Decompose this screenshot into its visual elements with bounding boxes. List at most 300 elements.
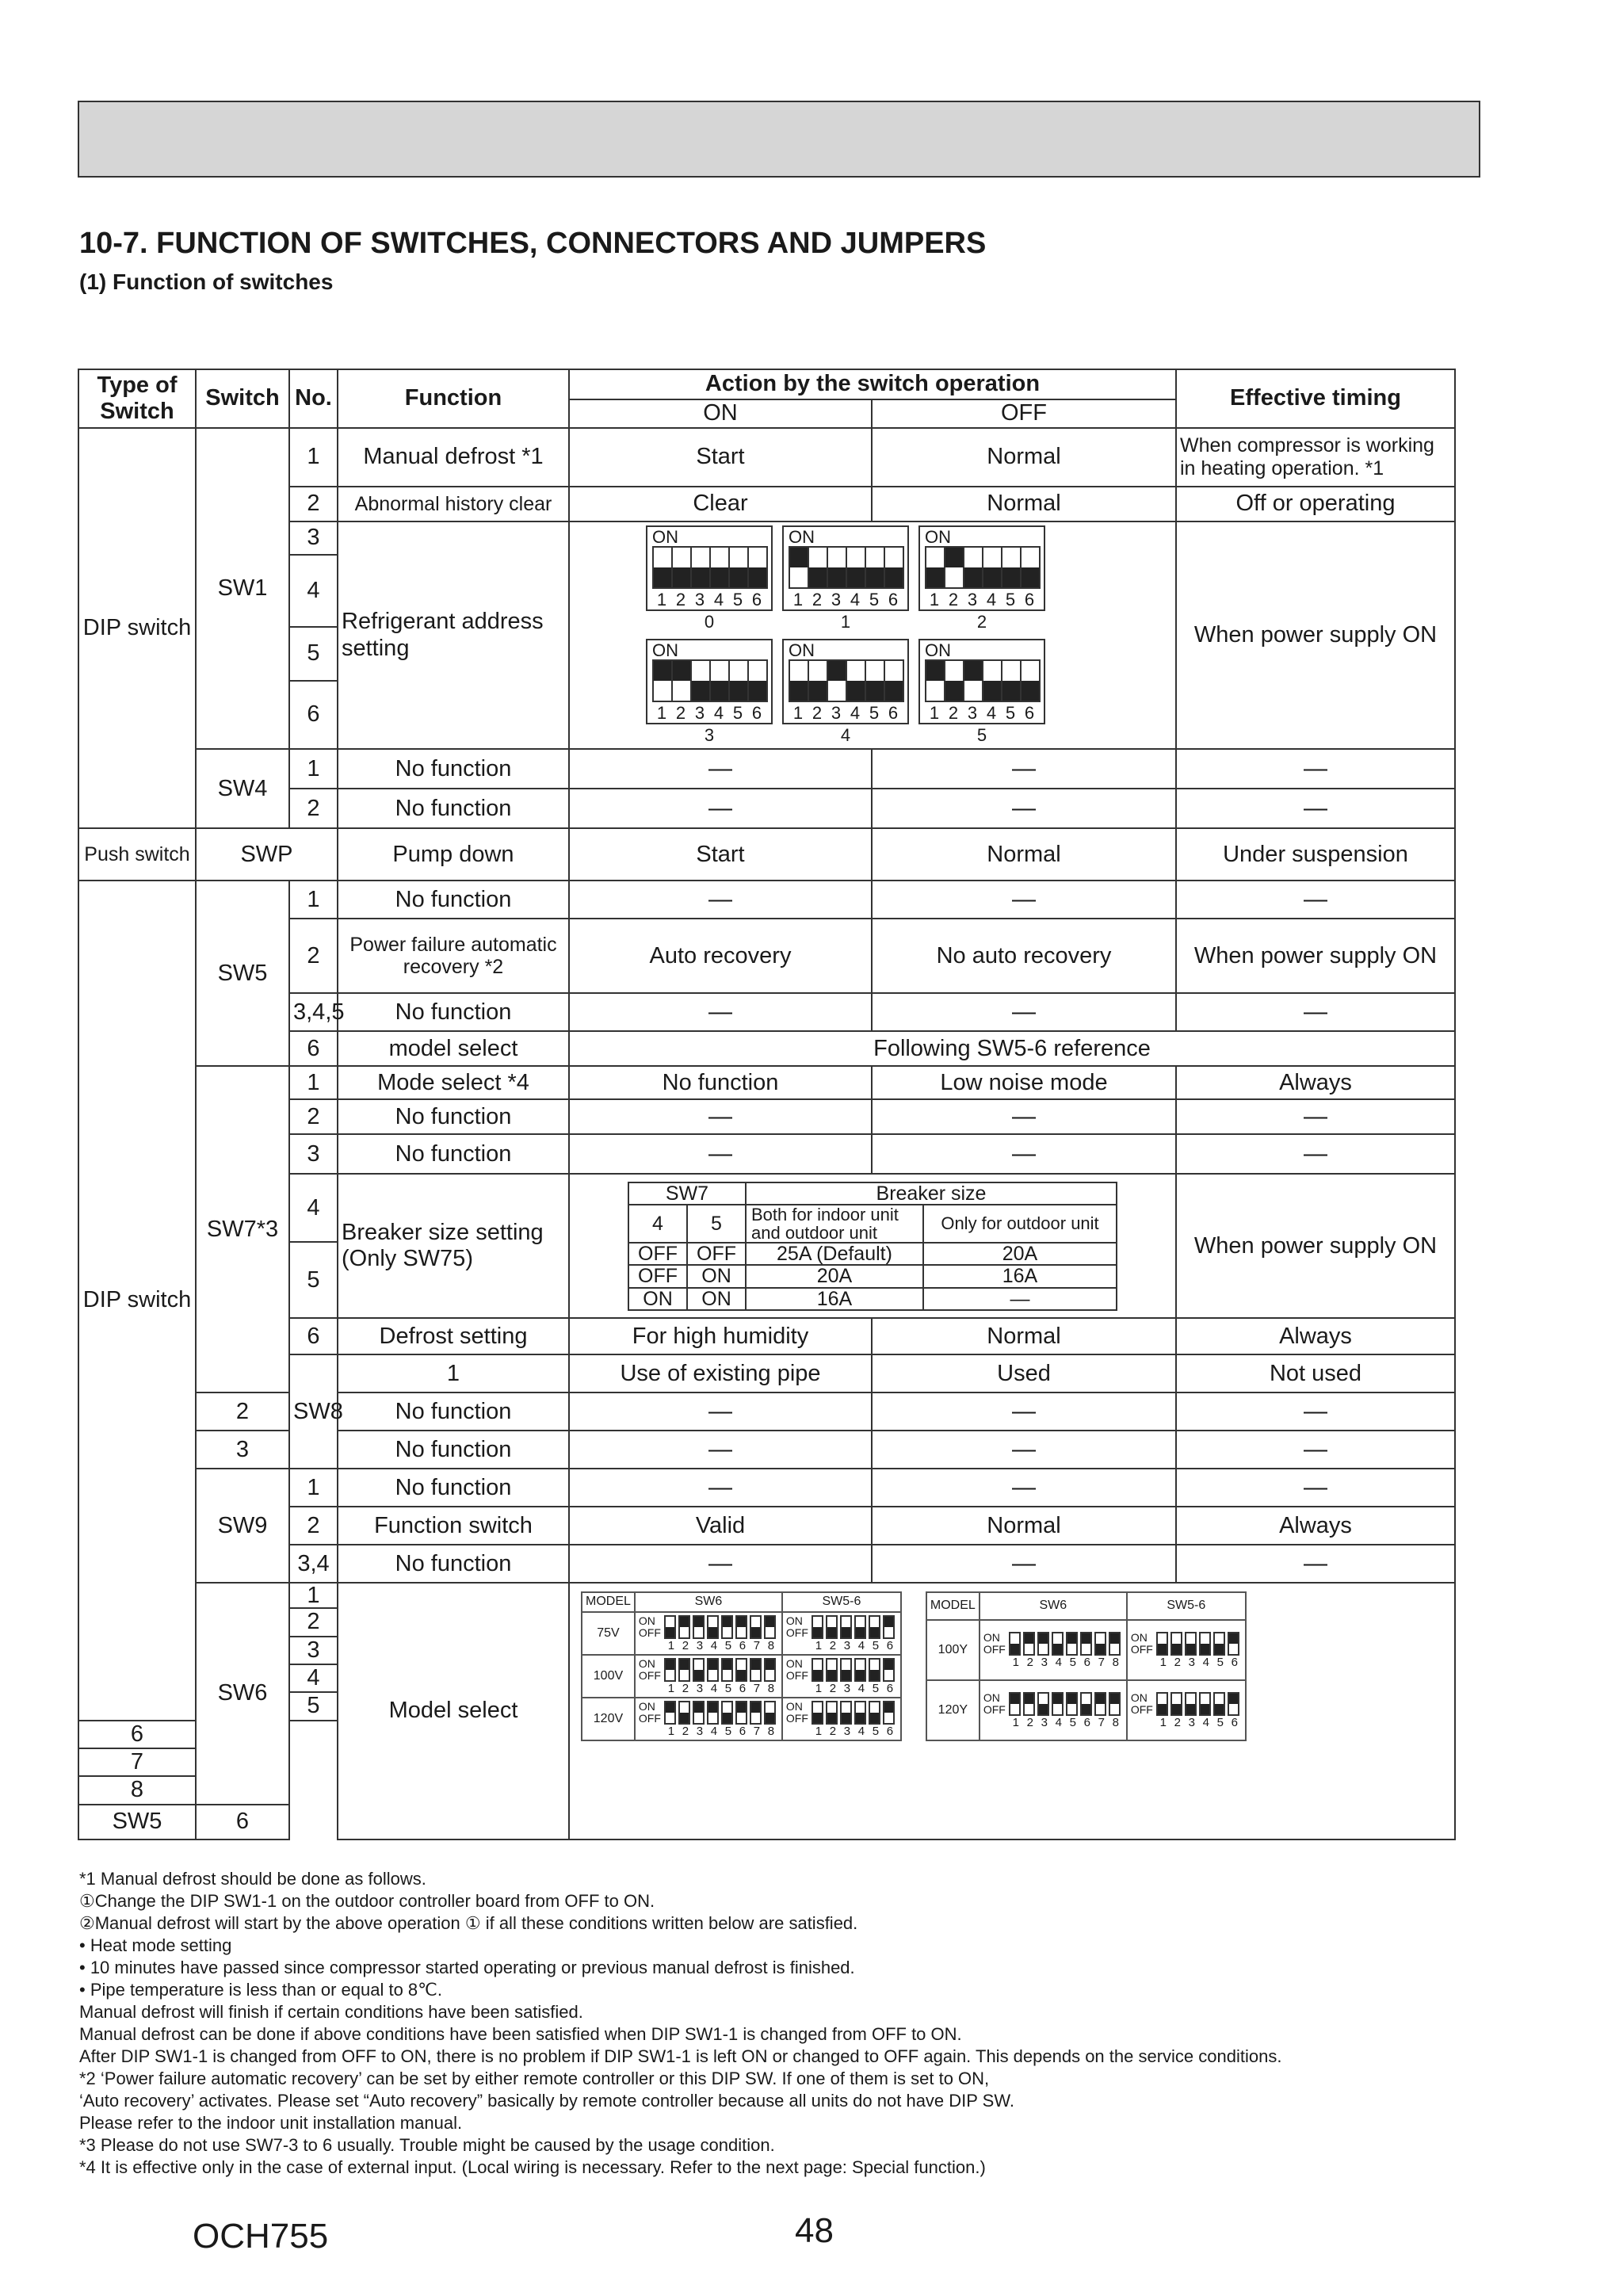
breaker-cell: OFF bbox=[687, 1243, 746, 1265]
model-table-header: MODEL bbox=[926, 1592, 980, 1619]
dip-lever bbox=[865, 546, 885, 589]
dip-lever bbox=[747, 546, 768, 589]
breaker-header-outdoor: Only for outdoor unit bbox=[923, 1205, 1117, 1243]
breaker-cell: 20A bbox=[746, 1265, 923, 1287]
dip-number: 6 bbox=[1231, 1716, 1238, 1730]
timing-cell: When power supply ON bbox=[1176, 1174, 1455, 1318]
dip-lever bbox=[1213, 1692, 1225, 1716]
dip-number: 7 bbox=[1098, 1716, 1105, 1730]
dip-number: 5 bbox=[869, 702, 880, 723]
model-dip bbox=[1131, 1692, 1242, 1729]
function-cell: Use of existing pipe bbox=[569, 1354, 872, 1392]
dip-number: 3 bbox=[694, 702, 705, 723]
dip-lever bbox=[764, 1658, 776, 1682]
dip-number: 5 bbox=[1216, 1716, 1224, 1730]
function-cell: model select bbox=[338, 1031, 569, 1066]
dip-lever bbox=[963, 659, 983, 702]
no-cell: 5 bbox=[289, 1242, 338, 1318]
function-cell: Manual defrost *1 bbox=[338, 428, 569, 487]
dip-lever bbox=[1020, 546, 1041, 589]
no-cell: 6 bbox=[196, 1805, 289, 1839]
function-cell: Function switch bbox=[338, 1507, 569, 1545]
dip-number: 6 bbox=[739, 1638, 747, 1652]
address-dip-0 bbox=[646, 525, 773, 632]
dip-on-label: ON bbox=[785, 1700, 803, 1713]
dip-number: 2 bbox=[812, 590, 823, 609]
dip-lever bbox=[678, 1615, 690, 1639]
dip-lever bbox=[826, 1615, 838, 1639]
off-cell: Normal bbox=[872, 828, 1176, 881]
dip-lever bbox=[982, 659, 1002, 702]
no-cell: 3 bbox=[196, 1431, 289, 1469]
no-cell: 1 bbox=[289, 1066, 338, 1099]
dip-lever bbox=[812, 1701, 823, 1725]
dip-off-label: OFF bbox=[983, 1642, 1006, 1656]
no-cell: 2 bbox=[196, 1392, 289, 1431]
footnote-line: • Heat mode setting bbox=[79, 1935, 232, 1955]
dip-number: 4 bbox=[710, 1725, 718, 1739]
dip-lever bbox=[709, 546, 730, 589]
no-cell: 1 bbox=[289, 428, 338, 487]
on-cell: — bbox=[569, 789, 872, 828]
dip-number: 3 bbox=[694, 590, 705, 609]
dip-lever bbox=[1037, 1632, 1049, 1656]
address-dip-5 bbox=[918, 639, 1045, 746]
dip-lever bbox=[1080, 1692, 1092, 1716]
timing-cell: — bbox=[1176, 1134, 1455, 1174]
dip-number: 2 bbox=[1026, 1655, 1033, 1669]
dip-lever bbox=[826, 1701, 838, 1725]
address-value: 1 bbox=[840, 612, 851, 632]
dip-lever bbox=[721, 1658, 733, 1682]
dip-lever bbox=[827, 546, 847, 589]
dip-lever bbox=[764, 1615, 776, 1639]
dip-number: 1 bbox=[792, 590, 804, 609]
dip-number: 4 bbox=[710, 1638, 718, 1652]
address-value: 4 bbox=[840, 724, 851, 745]
address-dip-1 bbox=[782, 525, 909, 632]
dip-number: 1 bbox=[815, 1638, 823, 1652]
dip-number: 3 bbox=[967, 702, 978, 723]
header-no: No. bbox=[289, 369, 338, 428]
dip-lever bbox=[764, 1701, 776, 1725]
timing-cell: When compressor is working in heating operation. *1 bbox=[1176, 428, 1455, 487]
dip-number: 1 bbox=[815, 1725, 823, 1739]
model-name: 75V bbox=[582, 1612, 635, 1655]
dip-number: 4 bbox=[986, 702, 997, 723]
timing-cell: Off or operating bbox=[1176, 487, 1455, 521]
model-dip bbox=[786, 1658, 897, 1695]
off-cell: Low noise mode bbox=[872, 1066, 1176, 1099]
dip-number: 4 bbox=[1055, 1655, 1062, 1669]
timing-cell: Always bbox=[1176, 1318, 1455, 1354]
function-cell: No function bbox=[338, 881, 569, 919]
dip-number: 1 bbox=[656, 590, 667, 609]
dip-off-label: OFF bbox=[785, 1626, 808, 1639]
dip-number: 7 bbox=[753, 1725, 761, 1739]
switch-sw4: SW4 bbox=[196, 749, 289, 828]
dip-lever bbox=[671, 659, 692, 702]
model-dip bbox=[786, 1701, 897, 1738]
footnote-line: • 10 minutes have passed since compressor started operating or previous manual defrost is finished. bbox=[79, 1958, 855, 1977]
dip-number: 2 bbox=[682, 1681, 689, 1695]
no-cell: 2 bbox=[289, 1099, 338, 1134]
dip-lever bbox=[1156, 1632, 1168, 1656]
dip-on-label: ON bbox=[652, 640, 678, 660]
dip-lever bbox=[840, 1615, 852, 1639]
footnote-line: Manual defrost can be done if above conditions have been satisfied when DIP SW1-1 is changed from OFF to ON. bbox=[79, 2024, 962, 2044]
dip-number: 5 bbox=[1216, 1655, 1224, 1669]
dip-on-label: ON bbox=[785, 1614, 803, 1627]
dip-lever bbox=[1023, 1632, 1035, 1656]
off-cell: — bbox=[872, 789, 1176, 828]
dip-number: 4 bbox=[857, 1681, 865, 1695]
dip-number: 6 bbox=[751, 590, 762, 609]
dip-number: 3 bbox=[696, 1681, 704, 1695]
on-cell: Valid bbox=[569, 1507, 872, 1545]
dip-lever bbox=[884, 546, 904, 589]
off-cell: — bbox=[872, 1392, 1176, 1431]
dip-lever bbox=[1001, 546, 1022, 589]
dip-lever bbox=[944, 659, 964, 702]
header-type: Type of Switch bbox=[78, 369, 196, 428]
dip-lever bbox=[1001, 659, 1022, 702]
function-cell: Pump down bbox=[338, 828, 569, 881]
function-cell: Mode select *4 bbox=[338, 1066, 569, 1099]
section-title: 10-7. FUNCTION OF SWITCHES, CONNECTORS AND JUMPERS bbox=[79, 227, 987, 260]
on-cell: Used bbox=[872, 1354, 1176, 1392]
model-name: 120V bbox=[582, 1698, 635, 1740]
timing-cell: — bbox=[1176, 1431, 1455, 1469]
function-cell: No function bbox=[338, 1431, 569, 1469]
on-cell: — bbox=[569, 993, 872, 1031]
function-cell: Breaker size setting (Only SW75) bbox=[338, 1174, 569, 1318]
dip-lever bbox=[865, 659, 885, 702]
action-cell: Following SW5-6 reference bbox=[569, 1031, 1455, 1066]
footnote-line: *2 ‘Power failure automatic recovery’ can be set by either remote controller or this DIP SW. If one of them is set to ON, bbox=[79, 2069, 990, 2088]
dip-lever bbox=[826, 1658, 838, 1682]
dip-lever bbox=[690, 659, 711, 702]
on-cell: — bbox=[569, 1431, 872, 1469]
function-cell: No function bbox=[338, 1392, 569, 1431]
timing-cell: Always bbox=[1176, 1507, 1455, 1545]
dip-number: 7 bbox=[1098, 1655, 1105, 1669]
dip-off-label: OFF bbox=[983, 1703, 1006, 1717]
dip-on-label: ON bbox=[785, 1656, 803, 1670]
dip-on-label: ON bbox=[925, 527, 951, 547]
dip-lever bbox=[883, 1701, 895, 1725]
timing-cell: — bbox=[1176, 881, 1455, 919]
function-cell: Model select bbox=[338, 1583, 569, 1839]
dip-number: 8 bbox=[767, 1681, 775, 1695]
dip-number: 1 bbox=[667, 1725, 675, 1739]
timing-cell: — bbox=[1176, 1392, 1455, 1431]
dip-number: 8 bbox=[1112, 1716, 1119, 1730]
off-cell: Normal bbox=[872, 1507, 1176, 1545]
dip-on-label: ON bbox=[1130, 1691, 1148, 1705]
model-dip bbox=[786, 1615, 897, 1652]
on-cell: For high humidity bbox=[569, 1318, 872, 1354]
no-cell: 7 bbox=[78, 1748, 196, 1776]
dip-lever bbox=[678, 1658, 690, 1682]
dip-number: 6 bbox=[1024, 702, 1035, 723]
dip-number: 2 bbox=[675, 702, 686, 723]
dip-number: 8 bbox=[767, 1638, 775, 1652]
dip-lever bbox=[1037, 1692, 1049, 1716]
dip-number: 5 bbox=[724, 1725, 732, 1739]
dip-lever bbox=[854, 1658, 866, 1682]
dip-lever bbox=[854, 1615, 866, 1639]
model-table-header: SW5-6 bbox=[782, 1592, 901, 1611]
timing-cell: — bbox=[1176, 1099, 1455, 1134]
dip-number: 3 bbox=[1188, 1655, 1195, 1669]
footnotes bbox=[79, 1868, 1506, 2179]
switch-function-table bbox=[78, 369, 1456, 1840]
switch-sw5-model: SW5 bbox=[78, 1805, 196, 1839]
off-cell: — bbox=[872, 749, 1176, 789]
breaker-cell: — bbox=[923, 1288, 1117, 1310]
refrigerant-address-diagram bbox=[569, 521, 1176, 749]
dip-off-label: OFF bbox=[638, 1668, 661, 1682]
dip-number: 1 bbox=[1159, 1655, 1167, 1669]
dip-number: 2 bbox=[829, 1638, 837, 1652]
dip-number: 2 bbox=[682, 1638, 689, 1652]
dip-lever bbox=[1094, 1692, 1106, 1716]
dip-off-label: OFF bbox=[785, 1668, 808, 1682]
dip-lever bbox=[869, 1658, 880, 1682]
no-cell: 4 bbox=[289, 555, 338, 627]
model-dip bbox=[639, 1701, 778, 1738]
dip-lever bbox=[925, 546, 945, 589]
dip-on-label: ON bbox=[983, 1691, 1000, 1705]
dip-lever bbox=[1080, 1632, 1092, 1656]
dip-number: 2 bbox=[1026, 1716, 1033, 1730]
dip-off-label: OFF bbox=[1130, 1703, 1153, 1717]
dip-number: 4 bbox=[713, 702, 724, 723]
on-cell: Auto recovery bbox=[569, 919, 872, 993]
type-push-switch: Push switch bbox=[78, 828, 196, 881]
breaker-size-cell bbox=[569, 1174, 1176, 1318]
dip-number: 6 bbox=[886, 1725, 894, 1739]
function-cell: No function bbox=[338, 1545, 569, 1583]
dip-number: 4 bbox=[710, 1681, 718, 1695]
dip-number: 8 bbox=[767, 1725, 775, 1739]
dip-number: 5 bbox=[732, 590, 743, 609]
dip-on-label: ON bbox=[638, 1700, 655, 1713]
header-bar bbox=[78, 101, 1480, 178]
dip-lever bbox=[652, 659, 673, 702]
dip-lever bbox=[884, 659, 904, 702]
dip-number: 8 bbox=[1112, 1655, 1119, 1669]
dip-lever bbox=[1213, 1632, 1225, 1656]
dip-lever bbox=[1066, 1692, 1078, 1716]
off-cell: — bbox=[872, 1469, 1176, 1507]
dip-lever bbox=[750, 1658, 762, 1682]
breaker-size-table bbox=[628, 1182, 1117, 1311]
timing-cell: — bbox=[1176, 993, 1455, 1031]
dip-lever bbox=[728, 659, 749, 702]
dip-number: 1 bbox=[792, 702, 804, 723]
dip-lever bbox=[1185, 1632, 1197, 1656]
model-table-right bbox=[926, 1591, 1247, 1741]
on-cell: — bbox=[569, 1134, 872, 1174]
no-cell: 2 bbox=[289, 1608, 338, 1636]
dip-number: 6 bbox=[888, 590, 899, 609]
header-function: Function bbox=[338, 369, 569, 428]
dip-lever bbox=[1170, 1632, 1182, 1656]
no-cell: 3,4 bbox=[289, 1545, 338, 1583]
dip-on-label: ON bbox=[789, 527, 815, 547]
breaker-cell: ON bbox=[687, 1265, 746, 1287]
timing-cell: When power supply ON bbox=[1176, 919, 1455, 993]
no-cell: 4 bbox=[289, 1664, 338, 1692]
dip-number: 5 bbox=[1005, 590, 1016, 609]
no-cell: 1 bbox=[289, 1583, 338, 1608]
dip-lever bbox=[1052, 1692, 1064, 1716]
dip-off-label: OFF bbox=[638, 1712, 661, 1725]
no-cell: 6 bbox=[289, 1318, 338, 1354]
dip-number: 3 bbox=[831, 590, 842, 609]
model-table-header: SW5-6 bbox=[1127, 1592, 1246, 1619]
dip-number: 4 bbox=[1202, 1655, 1209, 1669]
timing-cell: — bbox=[1176, 789, 1455, 828]
dip-number: 5 bbox=[872, 1638, 880, 1652]
dip-lever bbox=[735, 1701, 747, 1725]
dip-lever bbox=[1199, 1692, 1211, 1716]
function-cell: No function bbox=[338, 1099, 569, 1134]
dip-lever bbox=[1199, 1632, 1211, 1656]
dip-lever bbox=[1156, 1692, 1168, 1716]
dip-lever bbox=[1023, 1692, 1035, 1716]
no-cell: 1 bbox=[289, 1469, 338, 1507]
no-cell: 2 bbox=[289, 789, 338, 828]
on-cell: — bbox=[569, 881, 872, 919]
dip-number: 7 bbox=[753, 1638, 761, 1652]
dip-lever bbox=[652, 546, 673, 589]
dip-number: 3 bbox=[1041, 1716, 1048, 1730]
dip-on-label: ON bbox=[1130, 1630, 1148, 1644]
dip-lever bbox=[854, 1701, 866, 1725]
dip-number: 1 bbox=[929, 702, 940, 723]
dip-lever bbox=[789, 546, 809, 589]
no-cell: 2 bbox=[289, 487, 338, 521]
model-table-header: SW6 bbox=[980, 1592, 1127, 1619]
dip-number: 1 bbox=[667, 1638, 675, 1652]
no-cell: 3 bbox=[289, 1637, 338, 1664]
dip-number: 1 bbox=[667, 1681, 675, 1695]
dip-number: 7 bbox=[753, 1681, 761, 1695]
header-on: ON bbox=[569, 399, 872, 428]
model-code: OCH755 bbox=[193, 2217, 329, 2256]
model-table-left bbox=[581, 1591, 902, 1741]
dip-lever bbox=[693, 1615, 705, 1639]
type-dip-switch: DIP switch bbox=[78, 428, 196, 828]
dip-off-label: OFF bbox=[785, 1712, 808, 1725]
dip-lever bbox=[840, 1658, 852, 1682]
on-cell: Start bbox=[569, 428, 872, 487]
dip-number: 3 bbox=[843, 1638, 851, 1652]
dip-lever bbox=[693, 1701, 705, 1725]
dip-number: 3 bbox=[831, 702, 842, 723]
dip-number: 5 bbox=[1069, 1716, 1076, 1730]
dip-number: 2 bbox=[1174, 1655, 1181, 1669]
switch-sw6: SW6 bbox=[196, 1583, 289, 1804]
dip-number: 6 bbox=[1083, 1655, 1090, 1669]
off-cell: — bbox=[872, 1545, 1176, 1583]
dip-lever bbox=[1228, 1692, 1239, 1716]
type-dip-switch-2: DIP switch bbox=[78, 881, 196, 1720]
dip-number: 2 bbox=[829, 1725, 837, 1739]
footnote-line: *4 It is effective only in the case of external input. (Local wiring is necessary. Refer to the next page: Special function.) bbox=[79, 2157, 986, 2177]
breaker-cell: OFF bbox=[628, 1265, 687, 1287]
no-cell: 1 bbox=[289, 881, 338, 919]
dip-number: 4 bbox=[850, 590, 861, 609]
switch-sw9: SW9 bbox=[196, 1469, 289, 1583]
timing-cell: Always bbox=[1176, 1066, 1455, 1099]
dip-number: 6 bbox=[739, 1725, 747, 1739]
function-cell: No function bbox=[338, 749, 569, 789]
dip-lever bbox=[721, 1701, 733, 1725]
dip-lever bbox=[690, 546, 711, 589]
timing-cell: Under suspension bbox=[1176, 828, 1455, 881]
model-dip bbox=[639, 1615, 778, 1652]
breaker-header-5: 5 bbox=[687, 1205, 746, 1243]
dip-number: 6 bbox=[886, 1681, 894, 1695]
dip-lever bbox=[789, 659, 809, 702]
dip-lever bbox=[735, 1658, 747, 1682]
on-cell: — bbox=[569, 1469, 872, 1507]
on-cell: — bbox=[569, 1099, 872, 1134]
dip-number: 4 bbox=[850, 702, 861, 723]
dip-lever bbox=[750, 1701, 762, 1725]
dip-number: 3 bbox=[1188, 1716, 1195, 1730]
footnote-line: *1 Manual defrost should be done as follows. bbox=[79, 1869, 426, 1889]
dip-number: 6 bbox=[739, 1681, 747, 1695]
dip-number: 6 bbox=[1231, 1655, 1238, 1669]
breaker-cell: OFF bbox=[628, 1243, 687, 1265]
function-cell: Abnormal history clear bbox=[338, 487, 569, 521]
dip-lever bbox=[1185, 1692, 1197, 1716]
dip-lever bbox=[664, 1658, 676, 1682]
switch-sw1: SW1 bbox=[196, 428, 289, 749]
dip-lever bbox=[963, 546, 983, 589]
off-cell: Not used bbox=[1176, 1354, 1455, 1392]
switch-swp: SWP bbox=[196, 828, 338, 881]
model-dip bbox=[983, 1692, 1123, 1729]
no-cell: 8 bbox=[78, 1776, 196, 1804]
model-dip bbox=[639, 1658, 778, 1695]
on-cell: Start bbox=[569, 828, 872, 881]
footnote-line: ①Change the DIP SW1-1 on the outdoor controller board from OFF to ON. bbox=[79, 1891, 655, 1911]
timing-cell: — bbox=[1176, 1469, 1455, 1507]
no-cell: 4 bbox=[289, 1174, 338, 1242]
dip-lever bbox=[944, 546, 964, 589]
dip-lever bbox=[1052, 1632, 1064, 1656]
breaker-cell: 16A bbox=[923, 1265, 1117, 1287]
breaker-cell: ON bbox=[628, 1288, 687, 1310]
dip-on-label: ON bbox=[789, 640, 815, 660]
dip-number: 2 bbox=[829, 1681, 837, 1695]
no-cell: 2 bbox=[289, 919, 338, 993]
no-cell: 6 bbox=[289, 681, 338, 750]
function-cell: No function bbox=[338, 789, 569, 828]
dip-lever bbox=[869, 1615, 880, 1639]
dip-number: 5 bbox=[732, 702, 743, 723]
off-cell: — bbox=[872, 993, 1176, 1031]
dip-number: 3 bbox=[843, 1681, 851, 1695]
dip-number: 5 bbox=[724, 1681, 732, 1695]
address-dip-4 bbox=[782, 639, 909, 746]
